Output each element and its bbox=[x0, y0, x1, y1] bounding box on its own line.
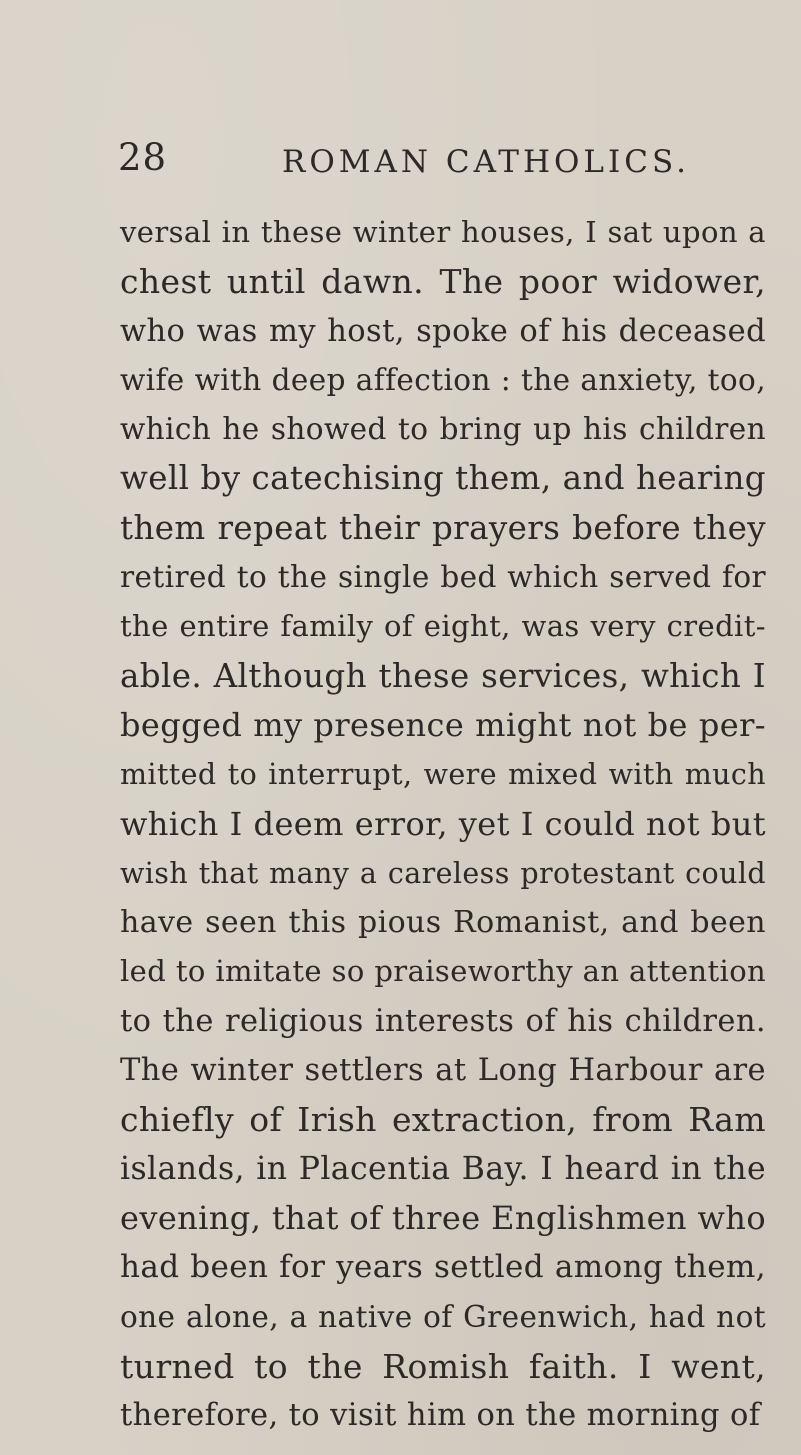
text-line: chest until dawn. The poor widower, bbox=[120, 262, 766, 302]
page-number: 28 bbox=[118, 136, 168, 179]
text-line: therefore, to visit him on the morning of bbox=[120, 1398, 761, 1434]
text-line: well by catechising them, and hearing bbox=[120, 459, 766, 498]
text-line: the entire family of eight, was very credit- bbox=[120, 609, 766, 644]
text-line: able. Although these services, which I bbox=[120, 656, 766, 695]
text-line: mitted to interrupt, were mixed with much bbox=[120, 758, 766, 792]
text-line: retired to the single bed which served for bbox=[120, 560, 766, 595]
text-line: The winter settlers at Long Harbour are bbox=[120, 1053, 766, 1089]
text-line: them repeat their prayers before they bbox=[120, 508, 766, 547]
text-line: islands, in Placentia Bay. I heard in the bbox=[120, 1150, 766, 1187]
text-line: versal in these winter houses, I sat upon a bbox=[120, 215, 766, 249]
body-text bbox=[120, 208, 766, 1440]
text-line: turned to the Romish faith. I went, bbox=[120, 1346, 766, 1386]
text-line: to the religious interests of his children. bbox=[120, 1003, 766, 1039]
running-title: ROMAN CATHOLICS. bbox=[282, 144, 690, 180]
text-line: wish that many a careless protestant could bbox=[120, 856, 766, 890]
text-line: which I deem error, yet I could not but bbox=[120, 804, 766, 843]
text-line: have seen this pious Romanist, and been bbox=[120, 905, 766, 941]
text-line: had been for years settled among them, bbox=[120, 1249, 766, 1286]
text-line: evening, that of three Englishmen who bbox=[120, 1198, 766, 1237]
text-line: who was my host, spoke of his deceased bbox=[120, 313, 766, 349]
running-head bbox=[0, 0, 801, 200]
text-line: which he showed to bring up his children bbox=[120, 412, 766, 447]
text-line: led to imitate so praiseworthy an attention bbox=[120, 954, 767, 989]
text-line: one alone, a native of Greenwich, had not bbox=[120, 1299, 766, 1334]
text-line: chiefly of Irish extraction, from Ram bbox=[120, 1100, 766, 1140]
text-line: wife with deep affection : the anxiety, too, bbox=[120, 362, 766, 397]
text-line: begged my presence might not be per- bbox=[120, 705, 766, 744]
